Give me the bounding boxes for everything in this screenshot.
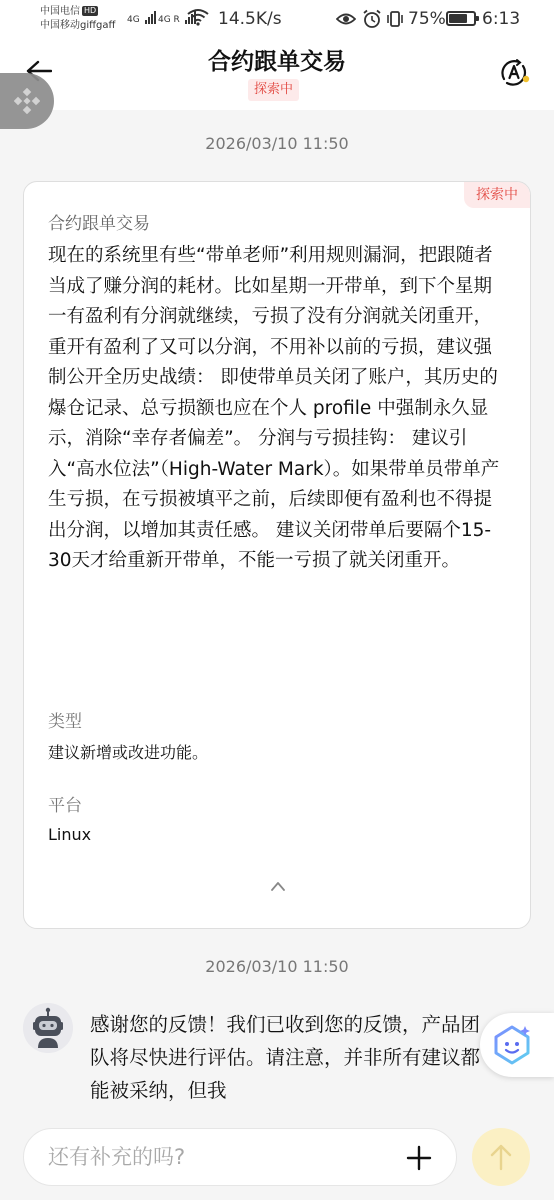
carrier-1: 中国电信 (40, 6, 80, 17)
vibrate-icon (385, 9, 405, 29)
page-title: 合约跟单交易 (208, 49, 346, 75)
bot-avatar (23, 1003, 73, 1053)
signal-bars-icon (145, 10, 156, 24)
platform-label: 平台 (48, 796, 82, 816)
arrow-up-icon (490, 1143, 512, 1171)
type-value: 建议新增或改进功能。 (48, 743, 209, 762)
chevron-up-icon[interactable] (270, 880, 286, 892)
carrier-info (40, 5, 115, 33)
signal-1 (127, 10, 156, 25)
clock: 6:13 (482, 9, 521, 29)
bot-reply-text: 感谢您的反馈！我们已收到您的反馈，产品团队将尽快进行评估。请注意，并非所有建议都能被采纳，但我 (90, 1013, 481, 1102)
feedback-content: 现在的系统里有些“带单老师”利用规则漏洞，把跟随者当成了赚分润的耗材。比如星期一开带单，到下个星期一有盈利有分润就继续，亏损了没有分润就关闭重开，重开有盈利了又可以分润，不用补以前的亏损，建议强制公开全历史战绩： 即使带单员关闭了账户，其历史的爆仓记录、总亏损额也应在个人 profile 中强制永久显示，消除“幸存者偏差”。 分润与亏损挂钩： 建议引入“高水位法”（High-Water Mark）。如果带单员带单产生亏损，在亏损被填平之前，后续即便有盈利也不得提出分润，以增加其责任感。 建议关闭带单后要隔个15-30天才给重新开带单，不能一亏损了就关闭重开。 (48, 245, 500, 571)
assistant-fab[interactable] (480, 1013, 554, 1077)
network-speed: 14.5K/s (218, 9, 282, 29)
status-bar (0, 0, 554, 40)
binance-logo-icon (14, 88, 40, 114)
floating-side-handle[interactable] (0, 73, 54, 129)
message-input[interactable] (48, 1129, 388, 1185)
wifi-icon (187, 8, 209, 26)
battery-percent: 75% (408, 9, 446, 29)
hd-badge: HD (84, 6, 97, 15)
input-bar (0, 1112, 554, 1200)
alarm-icon (362, 9, 382, 29)
type-label: 类型 (48, 712, 82, 732)
status-badge: 探索中 (248, 79, 299, 101)
feedback-card (23, 181, 531, 929)
message-timestamp: 2026/03/10 11:50 (205, 134, 349, 153)
battery-fill (449, 14, 467, 23)
header (0, 40, 554, 110)
carrier-2: 中国移动giffgaff (40, 20, 116, 31)
assistant-face-icon (490, 1023, 534, 1067)
signal-1-label: 4G (127, 15, 140, 25)
send-button[interactable] (472, 1128, 530, 1186)
reply-timestamp: 2026/03/10 11:50 (205, 957, 349, 976)
translate-icon[interactable] (497, 57, 531, 87)
feedback-category: 合约跟单交易 (48, 214, 150, 234)
eye-icon (336, 9, 356, 29)
feedback-status-badge: 探索中 (464, 182, 530, 208)
battery-icon (446, 11, 476, 26)
platform-value: Linux (48, 825, 92, 844)
input-box (23, 1128, 457, 1186)
plus-icon[interactable] (406, 1145, 432, 1171)
signal-2-label: 4G R (158, 15, 180, 25)
